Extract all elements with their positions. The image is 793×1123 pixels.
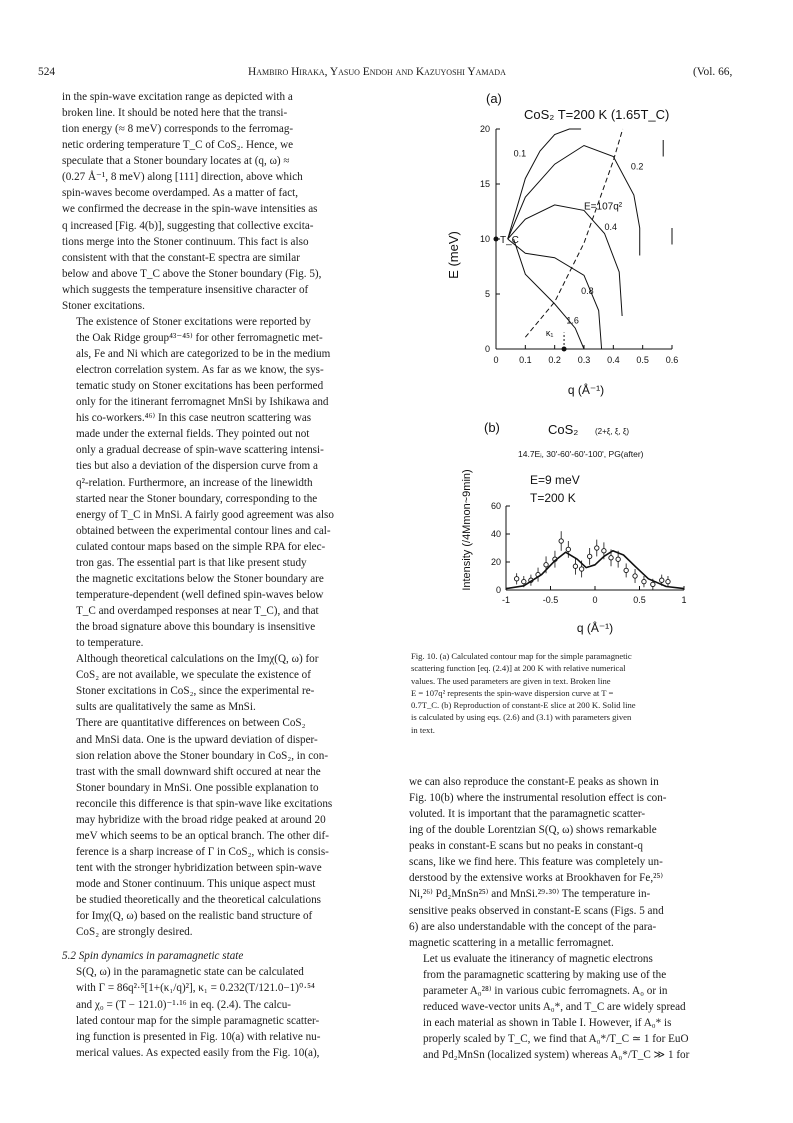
panel-b-xlabel: q (Å⁻¹) bbox=[576, 621, 614, 635]
text-line: tematic study on Stoner excitations has been performed bbox=[76, 380, 324, 393]
figure-caption bbox=[411, 650, 736, 736]
running-head-authors: Hambiro Hiraka, Yasuo Endoh and Kazuyoshi Yamada bbox=[248, 66, 506, 78]
data-point bbox=[544, 563, 548, 567]
caption-line: Fig. 10. (a) Calculated contour map for the simple paramagnetic bbox=[411, 651, 632, 661]
text-line: the Oak Ridge group⁴³⁻⁴⁵⁾ for other ferromagnetic met- bbox=[76, 331, 323, 344]
text-line: for Imχ(Q, ω) based on the realistic band structure of bbox=[76, 910, 313, 923]
text-line: spin-waves become overdamped. As a matter of fact, bbox=[62, 187, 299, 200]
text-line: (0.27 Å⁻¹, 8 meV) along [111] direction, above which bbox=[62, 171, 303, 184]
left-para-3 bbox=[62, 651, 390, 715]
dispersion-label: E=107q² bbox=[584, 201, 623, 213]
text-line: Although theoretical calculations on the Imχ(Q, ω) for bbox=[76, 653, 319, 666]
fit-curve bbox=[506, 551, 684, 589]
x-tick-label: 0.6 bbox=[665, 355, 679, 365]
x-tick-label: -0.5 bbox=[542, 595, 559, 605]
text-line: scans, like we find here. This feature was completely un- bbox=[409, 856, 663, 869]
x-tick-label: 0.4 bbox=[607, 355, 620, 365]
text-line: Stoner excitations. bbox=[62, 299, 145, 312]
right-column bbox=[409, 774, 737, 1063]
data-point bbox=[587, 554, 591, 558]
y-tick-label: 60 bbox=[490, 501, 501, 511]
left-para-5 bbox=[62, 964, 390, 1060]
figure-10a-contour-plot bbox=[440, 85, 700, 397]
text-line: CoS₂ are not available, we speculate the existence of bbox=[76, 669, 311, 682]
text-line: properly scaled by T_C, we find that A₀*/T_C ≃ 1 for EuO bbox=[423, 1033, 689, 1045]
x-tick-label: 0.5 bbox=[633, 595, 646, 605]
text-line: be studied theoretically and the theoretical calculations bbox=[76, 894, 321, 907]
text-line: ties but also a deviation of the dispersion curve from a bbox=[76, 460, 318, 473]
section-title: 5.2 Spin dynamics in paramagnetic state bbox=[62, 950, 244, 963]
caption-line: values. The used parameters are given in text. Broken line bbox=[411, 675, 611, 686]
dispersion-curve bbox=[525, 129, 622, 337]
text-line: voluted. It is important that the paramagnetic scatter- bbox=[409, 808, 646, 821]
text-line: which suggests the temperature insensitive character of bbox=[62, 283, 309, 296]
text-line: Stoner boundary in MnSi. One possible explanation to bbox=[76, 781, 319, 794]
text-line: with Γ = 86q²·⁵[1+(κ₁/q)²], κ₁ = 0.232(T/121.0−1)⁰·⁵⁴ bbox=[76, 982, 315, 995]
text-line: trast with the small downward shift occured at near the bbox=[76, 765, 321, 778]
text-line: tions merge into the Stoner continuum. This fact is also bbox=[62, 235, 309, 248]
left-para-4 bbox=[62, 715, 390, 940]
text-line: his co-workers.⁴⁶⁾ In this case neutron scattering was bbox=[76, 412, 312, 425]
panel-a-xlabel: q (Å⁻¹) bbox=[567, 383, 605, 397]
text-line: CoS₂ are strongly desired. bbox=[76, 926, 193, 939]
data-point bbox=[660, 578, 664, 582]
text-line: 6) are also understandable with the concept of the para- bbox=[409, 920, 657, 933]
x-tick-label: 0.1 bbox=[519, 355, 532, 365]
panel-b-setup: 14.7Eᵢ, 30'-60'-60'-100', PG(after) bbox=[518, 449, 644, 459]
data-point bbox=[559, 539, 563, 543]
text-line: mode and Stoner continuum. This unique aspect must bbox=[76, 878, 316, 891]
y-tick-label: 40 bbox=[490, 529, 501, 539]
text-line: and Pd₂MnSn (localized system) whereas A₀*/T_C ≫ 1 for bbox=[423, 1049, 690, 1062]
text-line: als, Fe and Ni which are categorized to be in the medium bbox=[76, 348, 331, 360]
kappa-label: κ₁ bbox=[545, 327, 554, 338]
contour-line bbox=[508, 129, 581, 239]
text-line: and MnSi data. One is the upward deviation of disper- bbox=[76, 733, 318, 746]
tc-marker bbox=[494, 237, 499, 242]
panel-b-ylabel: Intensity (/4Mmon~9min) bbox=[461, 469, 473, 591]
y-tick-label: 0 bbox=[495, 585, 501, 595]
text-line: temperature-dependent (well defined spin-waves below bbox=[76, 588, 324, 601]
text-line: Let us evaluate the itinerancy of magnetic electrons bbox=[423, 952, 653, 965]
x-tick-label: 1 bbox=[681, 595, 687, 605]
contour-label: 0.2 bbox=[630, 161, 644, 172]
text-line: ference is a sharp increase of Γ in CoS₂, which is consis- bbox=[76, 845, 329, 858]
panel-b-energy: E=9 meV bbox=[530, 473, 580, 487]
x-tick-label: -1 bbox=[501, 595, 511, 605]
text-line: only a gradual decrease of spin-wave scattering intensi- bbox=[76, 444, 324, 457]
text-line: below and above T_C above the Stoner boundary (Fig. 5), bbox=[62, 267, 322, 280]
text-line: from the paramagnetic scattering by making use of the bbox=[423, 968, 667, 981]
x-tick-label: 0 bbox=[493, 355, 499, 365]
text-line: meV which seems to be an optical branch. The other dif- bbox=[76, 829, 329, 842]
panel-a-title: CoS₂ T=200 K (1.65T_C) bbox=[524, 107, 670, 122]
text-line: derstood by the extensive works at Brookhaven for Fe,²⁵⁾ bbox=[409, 872, 664, 885]
figure-10b-constant-E-scan bbox=[440, 418, 700, 648]
text-line: made under the external fields. They pointed out not bbox=[76, 428, 310, 441]
panel-a-ylabel: E (meV) bbox=[446, 231, 461, 279]
text-line: in each material as shown in Table I. However, if A₀* is bbox=[423, 1016, 672, 1029]
contour-label: 1.6 bbox=[566, 315, 579, 326]
page-number: 524 bbox=[38, 66, 56, 78]
caption-line: E = 107q² represents the spin-wave dispersion curve at T = bbox=[411, 687, 614, 698]
text-line: Fig. 10(b) where the instrumental resolution effect is con- bbox=[409, 792, 667, 805]
text-line: culated contour maps based on the simple RPA for elec- bbox=[76, 540, 326, 553]
text-line: tent with the stronger hybridization between spin-wave bbox=[76, 862, 322, 874]
x-tick-label: 0.5 bbox=[636, 355, 649, 365]
y-tick-label: 20 bbox=[479, 124, 490, 134]
data-point bbox=[522, 579, 526, 583]
text-line: q increased [Fig. 4(b)], suggesting that collective excita- bbox=[62, 219, 314, 232]
text-line: reduced wave-vector units A₀*, and T_C are widely spread bbox=[423, 1000, 686, 1013]
panel-a-label: (a) bbox=[486, 91, 502, 106]
text-line: the magnetic excitations below the Stoner boundary are bbox=[76, 572, 324, 585]
text-line: S(Q, ω) in the paramagnetic state can be calculated bbox=[76, 966, 304, 979]
text-line: T_C and overdamped responses at near T_C), and that bbox=[76, 605, 319, 617]
left-column bbox=[62, 89, 390, 1061]
data-point bbox=[642, 579, 646, 583]
text-line: Ni,²⁶⁾ Pd₂MnSn²⁵⁾ and MnSi.²⁹·³⁰⁾ The temperature in- bbox=[409, 888, 651, 901]
x-tick-label: 0.2 bbox=[548, 355, 561, 365]
text-line: we can also reproduce the constant-E peaks as shown in bbox=[409, 776, 659, 788]
caption-line: 0.7T_C. (b) Reproduction of constant-E slice at 200 K. Solid line bbox=[411, 700, 636, 711]
text-line: ing of the double Lorentzian S(Q, ω) shows remarkable bbox=[409, 824, 657, 837]
text-line: started near the Stoner boundary, corresponding to the bbox=[76, 492, 318, 505]
left-para-1 bbox=[62, 89, 390, 314]
data-point bbox=[666, 579, 670, 583]
text-line: ing function is presented in Fig. 10(a) with relative nu- bbox=[76, 1030, 321, 1043]
text-line: we confirmed the decrease in the spin-wave intensities as bbox=[62, 203, 318, 216]
y-tick-label: 20 bbox=[490, 557, 501, 567]
data-point bbox=[616, 557, 620, 561]
data-point bbox=[651, 582, 655, 586]
data-point bbox=[579, 567, 583, 571]
text-line: peaks in constant-E scans but no peaks in constant-q bbox=[409, 840, 643, 853]
text-line: may hybridize with the broad ridge peaked at around 20 bbox=[76, 813, 326, 826]
y-tick-label: 10 bbox=[479, 234, 490, 244]
text-line: electron correlation system. As far as we know, the sys- bbox=[76, 364, 324, 377]
text-line: sults are qualitatively the same as MnSi. bbox=[76, 701, 256, 714]
right-para-2 bbox=[409, 951, 737, 1063]
text-line: tron gas. The essential part is that like present study bbox=[76, 556, 307, 569]
text-line: There are quantitative differences on between CoS₂ bbox=[76, 717, 306, 730]
text-line: only for the itinerant ferromagnet MnSi by Ishikawa and bbox=[76, 396, 329, 409]
text-line: parameter A₀²⁸⁾ in various cubic ferromagnets. A₀ or in bbox=[423, 984, 668, 997]
data-point bbox=[633, 574, 637, 578]
text-line: speculate that a Stoner boundary locates at (q, ω) ≈ bbox=[62, 155, 290, 168]
panel-b-label: (b) bbox=[484, 420, 500, 435]
data-point bbox=[514, 577, 518, 581]
text-line: tion energy (≈ 8 meV) corresponds to the ferromag- bbox=[62, 123, 294, 136]
y-tick-label: 0 bbox=[484, 344, 490, 354]
text-line: sensitive peaks observed in constant-E scans (Figs. 5 and bbox=[409, 904, 664, 917]
text-line: magnetic scattering in a metallic ferromagnet. bbox=[409, 936, 614, 949]
text-line: The existence of Stoner excitations were reported by bbox=[76, 315, 311, 328]
caption-line: is calculated by using eqs. (2.6) and (3.1) with parameters given bbox=[411, 712, 632, 723]
contour-label: 0.8 bbox=[581, 286, 594, 296]
text-line: obtained between the experimental contour lines and cal- bbox=[76, 524, 331, 537]
contour-label: 0.4 bbox=[604, 222, 618, 233]
text-line: netic ordering temperature T_C of CoS₂. Hence, we bbox=[62, 139, 294, 152]
y-tick-label: 5 bbox=[484, 289, 490, 299]
text-line: sion relation above the Stoner boundary in CoS₂, in con- bbox=[76, 749, 329, 762]
contour-label: 0.1 bbox=[513, 148, 527, 159]
panel-b-direction: (2+ξ, ξ, ξ) bbox=[595, 427, 630, 436]
tc-label: T_C bbox=[500, 235, 519, 246]
caption-line: in text. bbox=[411, 724, 435, 735]
data-point bbox=[595, 546, 599, 550]
text-line: to temperature. bbox=[76, 637, 144, 650]
volume-label: (Vol. 66, bbox=[693, 66, 733, 78]
text-line: energy of T_C in MnSi. A fairly good agreement was also bbox=[76, 508, 334, 521]
data-point bbox=[609, 556, 613, 560]
panel-b-title: CoS₂ bbox=[548, 422, 579, 437]
data-point bbox=[624, 568, 628, 572]
text-line: Stoner excitations in CoS₂, since the experimental re- bbox=[76, 685, 315, 698]
data-point bbox=[573, 564, 577, 568]
x-tick-label: 0.3 bbox=[577, 355, 591, 365]
right-para-1 bbox=[409, 774, 737, 951]
text-line: broken line. It should be noted here that the transi- bbox=[62, 107, 288, 120]
text-line: and χ₀ = (T − 121.0)⁻¹·¹⁶ in eq. (2.4). The calcu- bbox=[76, 998, 292, 1011]
panel-b-temperature: T=200 K bbox=[530, 491, 576, 505]
text-line: merical values. As expected easily from the Fig. 10(a), bbox=[76, 1046, 320, 1059]
text-line: in the spin-wave excitation range as depicted with a bbox=[62, 91, 293, 103]
text-line: reconcile this difference is that spin-wave like excitations bbox=[76, 797, 333, 810]
text-line: the broad signature above this boundary is insensitive bbox=[76, 621, 316, 634]
caption-line: scattering function [eq. (2.4)] at 200 K with relative numerical bbox=[411, 663, 626, 674]
text-line: q²-relation. Furthermore, an increase of the linewidth bbox=[76, 476, 313, 489]
left-para-2 bbox=[62, 314, 390, 651]
text-line: lated contour map for the simple paramagnetic scatter- bbox=[76, 1014, 320, 1027]
x-tick-label: 0 bbox=[592, 595, 598, 605]
y-tick-label: 15 bbox=[479, 179, 490, 189]
data-point bbox=[602, 549, 606, 553]
text-line: consistent with that the constant-E spectra are similar bbox=[62, 251, 300, 264]
data-point bbox=[566, 547, 570, 551]
